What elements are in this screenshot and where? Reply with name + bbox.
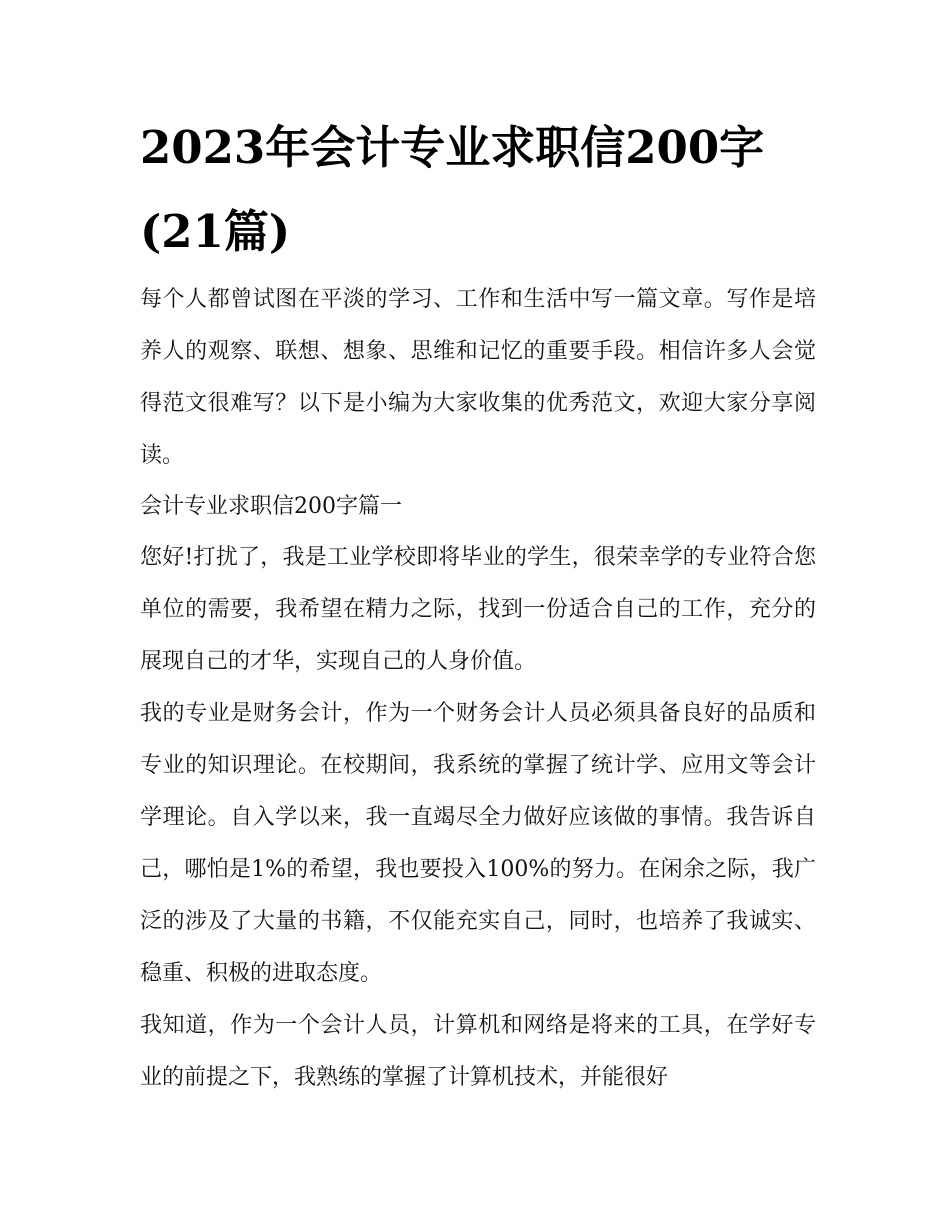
intro-paragraph: 每个人都曾试图在平淡的学习、工作和生活中写一篇文章。写作是培养人的观察、联想、想象、思维和记忆的重要手段。相信许多人会觉得范文很难写？以下是小编为大家收集的优秀范文，欢迎大家分享阅读。 (140, 287, 816, 468)
document-title: 2023年会计专业求职信200字(21篇) (140, 121, 765, 258)
document-body (140, 274, 816, 1104)
section-heading: 会计专业求职信200字篇一 (140, 494, 402, 519)
body-paragraph: 我知道，作为一个会计人员，计算机和网络是将来的工具，在学好专业的前提之下，我熟练的掌握了计算机技术，并能很好 (140, 1013, 816, 1090)
body-paragraph: 我的专业是财务会计，作为一个财务会计人员必须具备良好的品质和专业的知识理论。在校期间，我系统的掌握了统计学、应用文等会计学理论。自入学以来，我一直竭尽全力做好应该做的事情。我告诉自己，哪怕是1%的希望，我也要投入100%的努力。在闲余之际，我广泛的涉及了大量的书籍，不仅能充实自己，同时，也培养了我诚实、稳重、积极的进取态度。 (140, 701, 816, 986)
body-paragraph: 您好!打扰了，我是工业学校即将毕业的学生，很荣幸学的专业符合您单位的需要，我希望在精力之际，找到一份适合自己的工作，充分的展现自己的才华，实现自己的人身价值。 (140, 545, 816, 674)
